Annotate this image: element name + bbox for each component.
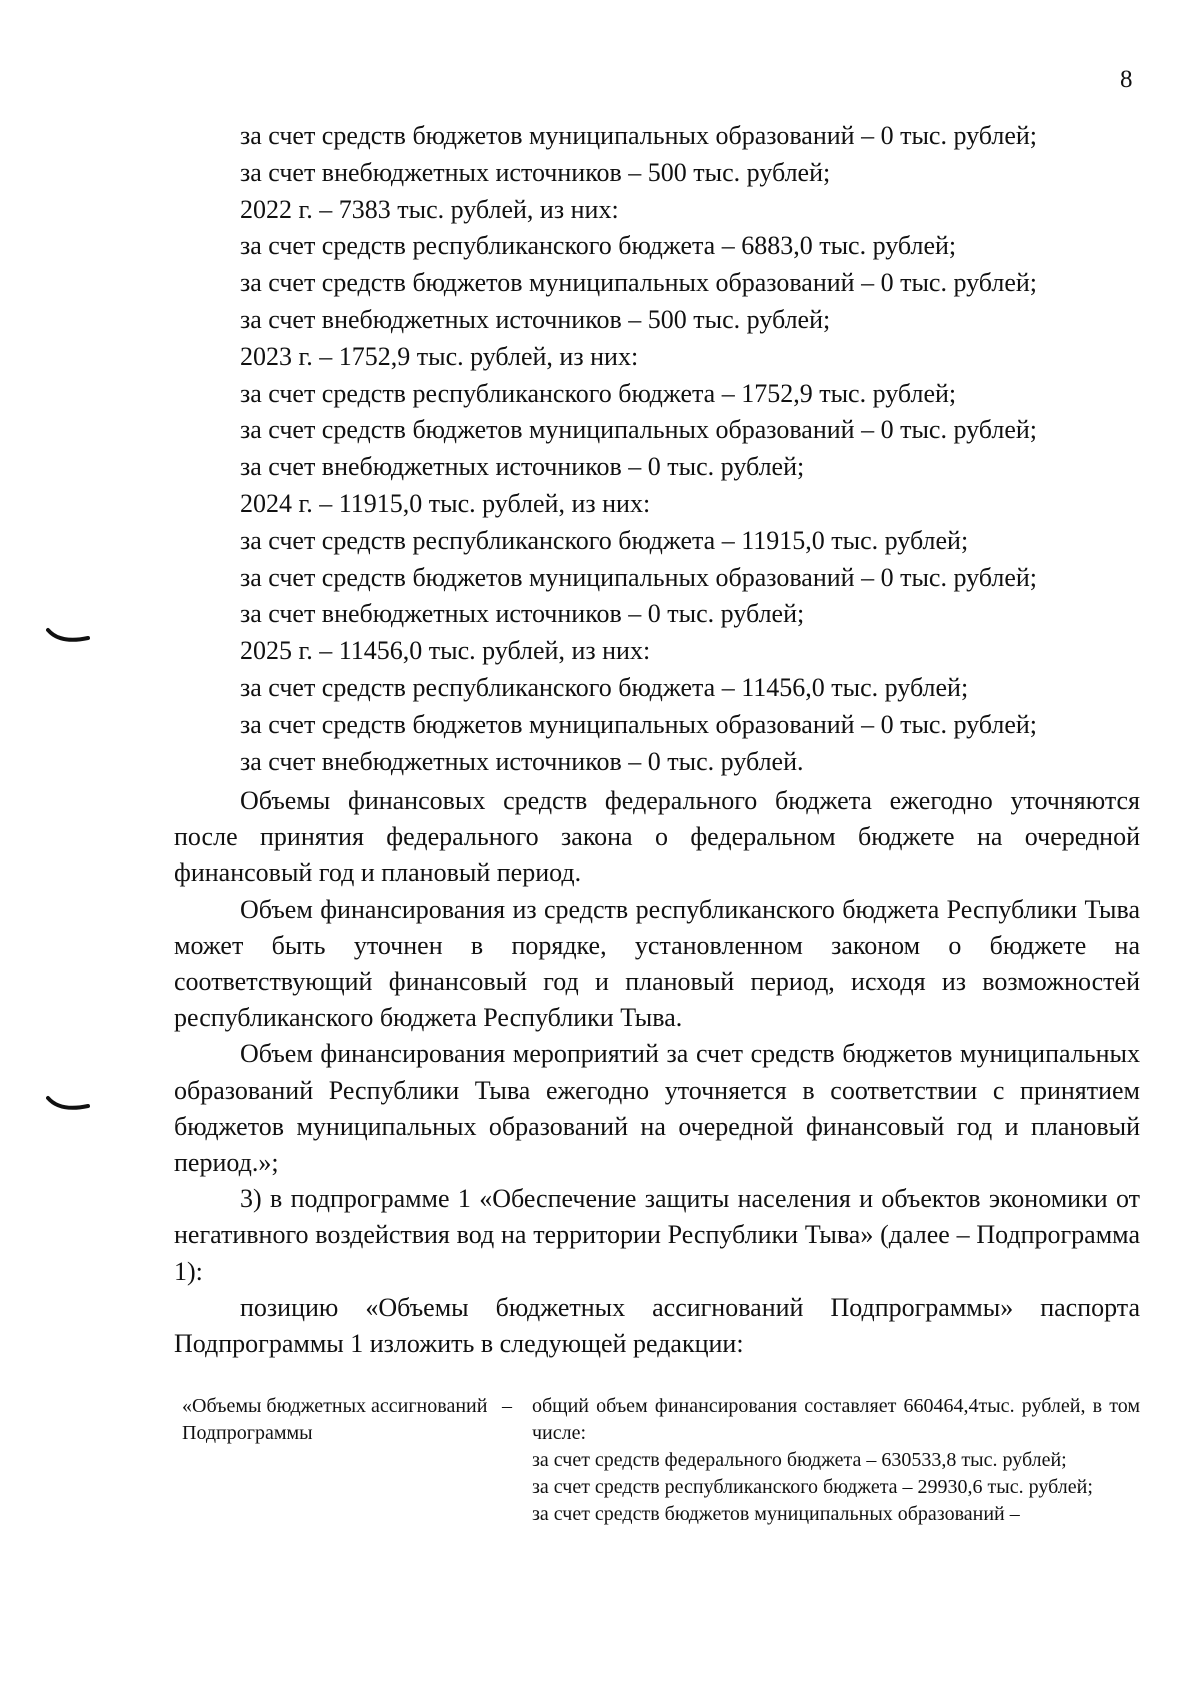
- list-item: за счет средств бюджетов муниципальных образований – 0 тыс. рублей;: [240, 415, 1037, 445]
- list-item: за счет средств республиканского бюджета – 1752,9 тыс. рублей;: [240, 378, 957, 408]
- list-item: 2022 г. – 7383 тыс. рублей, из них:: [240, 194, 619, 224]
- passport-dash: –: [502, 1395, 512, 1417]
- passport-table: [182, 1393, 1140, 1528]
- list-item: за счет средств бюджетов муниципальных образований – 0 тыс. рублей;: [240, 121, 1037, 150]
- list-item: 2025 г. – 11456,0 тыс. рублей, из них:: [240, 636, 651, 666]
- binding-hole-mark-top: [46, 626, 90, 644]
- passport-line: за счет средств федерального бюджета – 630533,8 тыс. рублей;: [532, 1449, 1067, 1471]
- binding-hole-mark-bottom: [46, 1094, 90, 1112]
- passport-line: за счет средств бюджетов муниципальных образований –: [532, 1503, 1020, 1525]
- paragraph-republic-budget: Объем финансирования из средств республиканского бюджета Республики Тыва может быть уточнен в порядке, установленном законом о бюджете на соответствующий финансовый год и плановый период, исходя из возможностей республиканского бюджета Республики Тыва.: [174, 894, 1140, 1033]
- list-item: за счет средств бюджетов муниципальных образований – 0 тыс. рублей;: [240, 268, 1037, 298]
- list-item: за счет средств республиканского бюджета – 6883,0 тыс. рублей;: [240, 231, 957, 261]
- paragraph-subprogram-1: 3) в подпрограмме 1 «Обеспечение защиты населения и объектов экономики от негативного воздействия вод на территории Республики Тыва» (далее – Подпрограмма 1):: [174, 1184, 1140, 1286]
- body-text: [174, 783, 1140, 1362]
- passport-value-cell: [532, 1393, 1140, 1528]
- financing-list: [240, 118, 1140, 780]
- list-item: 2023 г. – 1752,9 тыс. рублей, из них:: [240, 341, 639, 371]
- list-item: за счет средств республиканского бюджета – 11915,0 тыс. рублей;: [240, 525, 969, 555]
- passport-line: общий объем финансирования составляет 660464,4тыс. рублей, в том числе:: [532, 1395, 1140, 1444]
- paragraph-municipal-budget: Объем финансирования мероприятий за счет средств бюджетов муниципальных образований Республики Тыва ежегодно уточняется в соответствии с принятием бюджетов муниципальных образований на очередной финансовый год и плановый период.»;: [174, 1039, 1140, 1178]
- passport-label-cell: «Объемы бюджетных ассигнований Подпрограммы: [182, 1395, 488, 1444]
- passport-line: за счет средств республиканского бюджета – 29930,6 тыс. рублей;: [532, 1476, 1093, 1498]
- list-item: за счет внебюджетных источников – 0 тыс. рублей.: [240, 746, 804, 776]
- page-number: 8: [1120, 66, 1133, 93]
- list-item: за счет средств бюджетов муниципальных образований – 0 тыс. рублей;: [240, 709, 1037, 739]
- list-item: за счет средств республиканского бюджета – 11456,0 тыс. рублей;: [240, 672, 969, 702]
- list-item: за счет внебюджетных источников – 0 тыс. рублей;: [240, 452, 805, 482]
- paragraph-passport-position: позицию «Объемы бюджетных ассигнований Подпрограммы» паспорта Подпрограммы 1 изложить в следующей редакции:: [174, 1292, 1140, 1359]
- list-item: за счет средств бюджетов муниципальных образований – 0 тыс. рублей;: [240, 562, 1037, 592]
- list-item: за счет внебюджетных источников – 0 тыс. рублей;: [240, 599, 805, 629]
- list-item: за счет внебюджетных источников – 500 тыс. рублей;: [240, 304, 831, 334]
- paragraph-federal-budget: Объемы финансовых средств федерального бюджета ежегодно уточняются после принятия федерального закона о федеральном бюджете на очередной финансовый год и плановый период.: [174, 786, 1140, 888]
- list-item: 2024 г. – 11915,0 тыс. рублей, из них:: [240, 488, 651, 518]
- list-item: за счет внебюджетных источников – 500 тыс. рублей;: [240, 157, 831, 187]
